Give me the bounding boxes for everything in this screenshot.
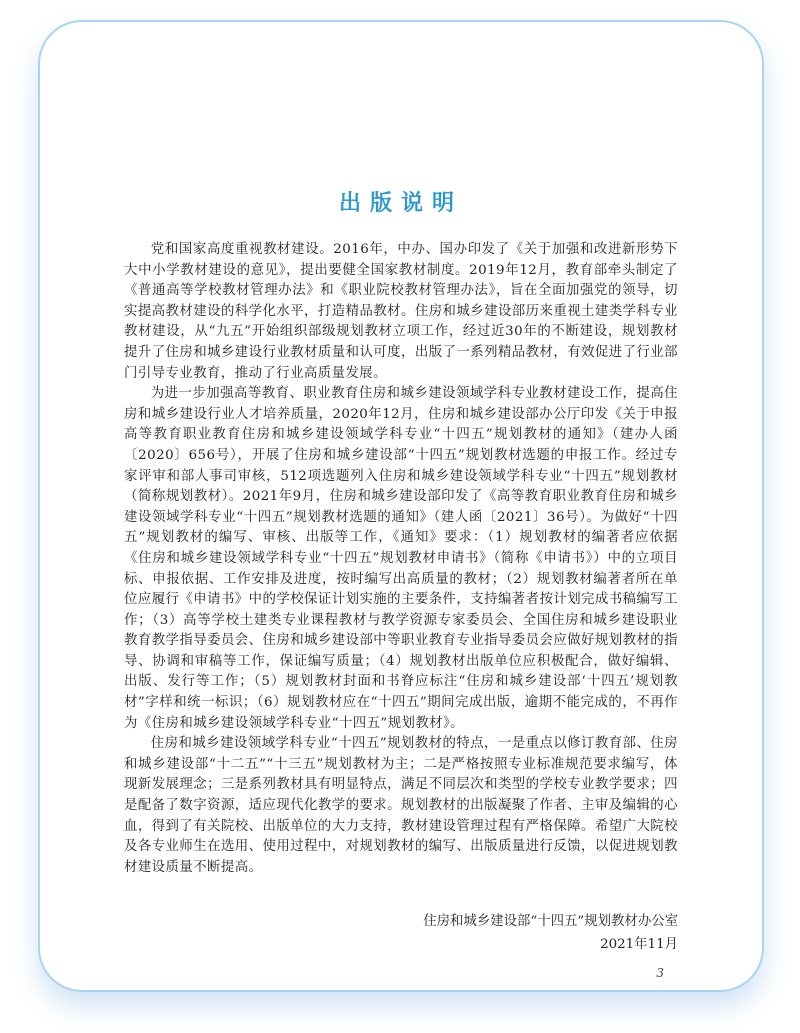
signature-block: [423, 910, 678, 956]
paragraph-1: 党和国家高度重视教材建设。2016年，中办、国办印发了《关于加强和改进新形势下大中小学教材建设的意见》，提出要健全国家教材制度。2019年12月，教育部牵头制定了《普通高等学校教材管理办法》和《职业院校教材管理办法》，旨在全面加强党的领导，切实提高教材建设的科学化水平，打造精品教材。住房和城乡建设部历来重视土建类学科专业教材建设，从“九五”开始组织部级规划教材立项工作，经过近30年的不断建设，规划教材提升了住房和城乡建设行业教材质量和认可度，出版了一系列精品教材，有效促进了行业部门引导专业教育，推动了行业高质量发展。: [124, 242, 678, 381]
page-title: 出版说明: [338, 190, 463, 216]
paragraph-3: 住房和城乡建设领域学科专业“十四五”规划教材的特点，一是重点以修订教育部、住房和城乡建设部“十二五”“十三五”规划教材为主；二是严格按照专业标准规范要求编写，体现新发展理念；三是系列教材具有明显特点，满足不同层次和类型的学校专业教学要求；四是配备了数字资源，适应现代化教学的要求。规划教材的出版凝聚了作者、主审及编辑的心血，得到了有关院校、出版单位的大力支持，教材建设管理过程有严格保障。希望广大院校及各专业师生在选用、使用过程中，对规划教材的编写、出版质量进行反馈，以促进规划教材建设质量不断提高。: [124, 736, 678, 875]
document-page: [38, 20, 764, 992]
body-text: [124, 240, 678, 878]
paragraph-2: 为进一步加强高等教育、职业教育住房和城乡建设领域学科专业教材建设工作，提高住房和城乡建设行业人才培养质量，2020年12月，住房和城乡建设部办公厅印发《关于申报高等教育职业教育住房和城乡建设领域学科专业“十四五”规划教材的通知》（建办人函〔2020〕656号），开展了住房和城乡建设部“十四五”规划教材选题的申报工作。经过专家评审和部人事司审核，512项选题列入住房和城乡建设领域学科专业“十四五”规划教材（简称规划教材）。2021年9月，住房和城乡建设部印发了《高等教育职业教育住房和城乡建设领域学科专业“十四五”规划教材选题的通知》（建人函〔2021〕36号）。为做好“十四五”规划教材的编写、审核、出版等工作，《通知》要求：（1）规划教材的编著者应依据《住房和城乡建设领域学科专业“十四五”规划教材申请书》（简称《申请书》）中的立项目标、申报依据、工作安排及进度，按时编写出高质量的教材；（2）规划教材编著者所在单位应履行《申请书》中的学校保证计划实施的主要条件，支持编著者按计划完成书稿编写工作；（3）高等学校土建类专业课程教材与教学资源专家委员会、全国住房和城乡建设职业教育教学指导委员会、住房和城乡建设部中等职业教育专业指导委员会应做好规划教材的指导、协调和审稿等工作，保证编写质量；（4）规划教材出版单位应积极配合，做好编辑、出版、发行等工作；（5）规划教材封面和书脊应标注“住房和城乡建设部‘十四五’规划教材”字样和统一标识；（6）规划教材应在“十四五”期间完成出版，逾期不能完成的，不再作为《住房和城乡建设领域学科专业“十四五”规划教材》。: [124, 386, 678, 731]
signature-office: 住房和城乡建设部“十四五”规划教材办公室: [423, 914, 678, 929]
page-number: 3: [656, 966, 664, 980]
signature-date: 2021年11月: [600, 937, 678, 952]
